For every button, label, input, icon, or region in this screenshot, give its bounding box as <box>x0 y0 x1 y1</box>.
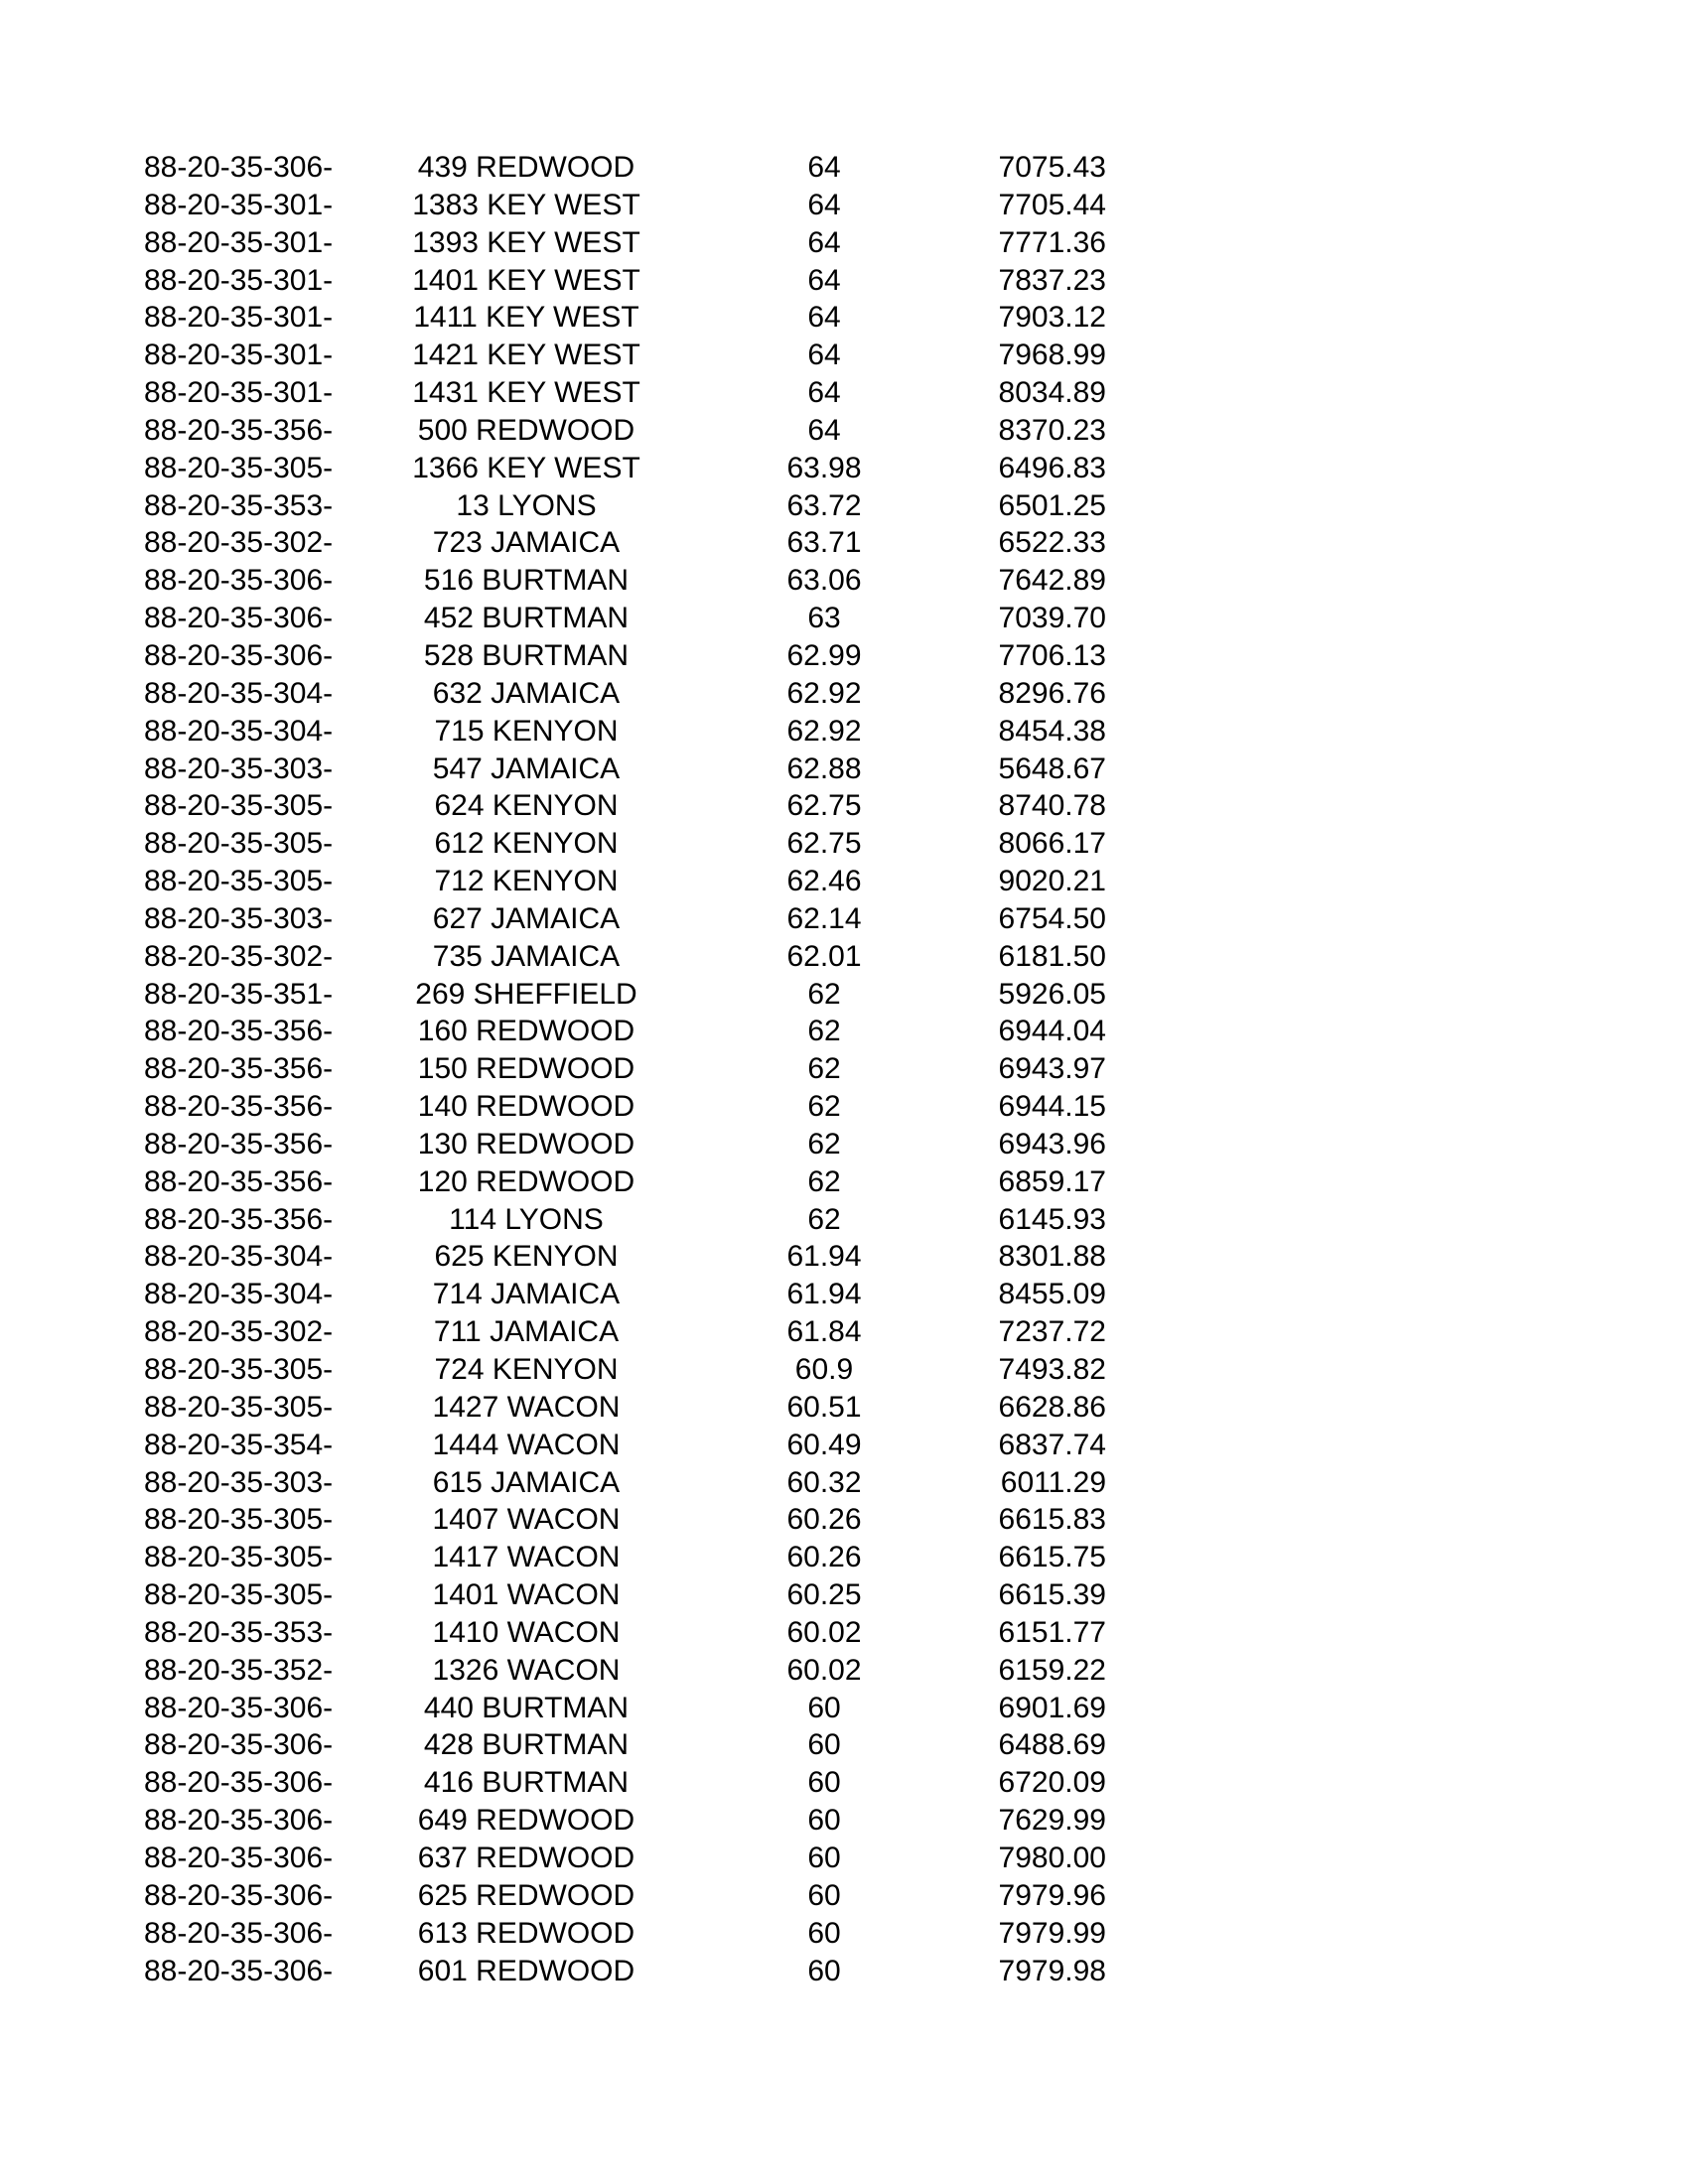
address-cell: 1444 WACON <box>432 1428 621 1461</box>
parcel-number-cell: 88-20-35-305- <box>144 1353 334 1386</box>
frontage-cell: 64 <box>807 263 841 297</box>
address-cell: 712 KENYON <box>434 865 619 898</box>
table-row <box>0 524 1688 562</box>
address-cell: 714 JAMAICA <box>432 1278 621 1311</box>
frontage-cell: 60 <box>807 1804 841 1838</box>
parcel-number-cell: 88-20-35-306- <box>144 1916 334 1950</box>
amount-cell: 6943.97 <box>998 1052 1106 1086</box>
frontage-cell: 62 <box>807 1015 841 1048</box>
frontage-cell: 62.14 <box>786 901 862 935</box>
frontage-cell: 60 <box>807 1954 841 1987</box>
table-row <box>0 450 1688 487</box>
address-cell: 1401 WACON <box>432 1578 621 1612</box>
table-row <box>0 1088 1688 1126</box>
parcel-number-cell: 88-20-35-356- <box>144 413 334 447</box>
frontage-cell: 60.9 <box>794 1353 854 1386</box>
amount-cell: 7237.72 <box>998 1315 1106 1349</box>
amount-cell: 7968.99 <box>998 339 1106 372</box>
frontage-cell: 62.99 <box>786 638 862 672</box>
frontage-cell: 60.51 <box>786 1390 862 1424</box>
amount-cell: 7903.12 <box>998 301 1106 335</box>
parcel-number-cell: 88-20-35-305- <box>144 827 334 861</box>
table-row <box>0 1953 1688 1990</box>
table-row <box>0 562 1688 600</box>
frontage-cell: 62.01 <box>786 939 862 973</box>
parcel-number-cell: 88-20-35-303- <box>144 1465 334 1499</box>
table-row <box>0 224 1688 262</box>
frontage-cell: 61.94 <box>786 1240 862 1274</box>
amount-cell: 6488.69 <box>998 1728 1106 1762</box>
parcel-number-cell: 88-20-35-303- <box>144 751 334 785</box>
table-row <box>0 825 1688 863</box>
parcel-number-cell: 88-20-35-306- <box>144 151 334 184</box>
address-cell: 735 JAMAICA <box>432 939 621 973</box>
frontage-cell: 60.26 <box>786 1541 862 1574</box>
address-cell: 615 JAMAICA <box>432 1465 621 1499</box>
table-row <box>0 675 1688 713</box>
parcel-number-cell: 88-20-35-301- <box>144 301 334 335</box>
parcel-number-cell: 88-20-35-304- <box>144 676 334 710</box>
frontage-cell: 62.75 <box>786 827 862 861</box>
amount-cell: 6181.50 <box>998 939 1106 973</box>
amount-cell: 9020.21 <box>998 865 1106 898</box>
parcel-number-cell: 88-20-35-306- <box>144 1841 334 1874</box>
table-row <box>0 938 1688 976</box>
parcel-number-cell: 88-20-35-302- <box>144 1315 334 1349</box>
address-cell: 120 REDWOOD <box>417 1164 635 1198</box>
amount-cell: 8370.23 <box>998 413 1106 447</box>
frontage-cell: 60.32 <box>786 1465 862 1499</box>
amount-cell: 6145.93 <box>998 1202 1106 1236</box>
address-cell: 150 REDWOOD <box>417 1052 635 1086</box>
parcel-number-cell: 88-20-35-301- <box>144 188 334 221</box>
address-cell: 649 REDWOOD <box>417 1804 635 1838</box>
frontage-cell: 61.94 <box>786 1278 862 1311</box>
parcel-number-cell: 88-20-35-305- <box>144 451 334 484</box>
parcel-table <box>0 149 1688 1989</box>
parcel-number-cell: 88-20-35-356- <box>144 1127 334 1160</box>
amount-cell: 6615.83 <box>998 1503 1106 1537</box>
table-row <box>0 1351 1688 1389</box>
table-row <box>0 1840 1688 1877</box>
amount-cell: 7979.99 <box>998 1916 1106 1950</box>
parcel-number-cell: 88-20-35-304- <box>144 714 334 748</box>
frontage-cell: 60.49 <box>786 1428 862 1461</box>
frontage-cell: 62 <box>807 1164 841 1198</box>
amount-cell: 5648.67 <box>998 751 1106 785</box>
amount-cell: 6944.04 <box>998 1015 1106 1048</box>
address-cell: 1407 WACON <box>432 1503 621 1537</box>
table-row <box>0 1877 1688 1915</box>
parcel-number-cell: 88-20-35-305- <box>144 1541 334 1574</box>
parcel-number-cell: 88-20-35-302- <box>144 526 334 560</box>
frontage-cell: 60.25 <box>786 1578 862 1612</box>
address-cell: 627 JAMAICA <box>432 901 621 935</box>
amount-cell: 5926.05 <box>998 977 1106 1011</box>
table-row <box>0 1163 1688 1201</box>
amount-cell: 6859.17 <box>998 1164 1106 1198</box>
address-cell: 160 REDWOOD <box>417 1015 635 1048</box>
table-row <box>0 751 1688 788</box>
table-row <box>0 412 1688 450</box>
parcel-number-cell: 88-20-35-353- <box>144 1615 334 1649</box>
frontage-cell: 60 <box>807 1728 841 1762</box>
address-cell: 1411 KEY WEST <box>413 301 639 335</box>
table-row <box>0 1726 1688 1764</box>
table-row <box>0 1050 1688 1088</box>
amount-cell: 7075.43 <box>998 151 1106 184</box>
frontage-cell: 63.72 <box>786 488 862 522</box>
table-row <box>0 1915 1688 1953</box>
parcel-number-cell: 88-20-35-301- <box>144 225 334 259</box>
parcel-number-cell: 88-20-35-353- <box>144 488 334 522</box>
table-row <box>0 1013 1688 1050</box>
address-cell: 13 LYONS <box>456 488 597 522</box>
table-row <box>0 637 1688 675</box>
address-cell: 711 JAMAICA <box>433 1315 620 1349</box>
address-cell: 612 KENYON <box>434 827 619 861</box>
table-row <box>0 1126 1688 1163</box>
frontage-cell: 64 <box>807 376 841 410</box>
address-cell: 625 REDWOOD <box>417 1878 635 1912</box>
amount-cell: 7706.13 <box>998 638 1106 672</box>
address-cell: 1410 WACON <box>432 1615 621 1649</box>
parcel-number-cell: 88-20-35-306- <box>144 564 334 598</box>
table-row <box>0 1276 1688 1313</box>
amount-cell: 6901.69 <box>998 1691 1106 1724</box>
frontage-cell: 64 <box>807 151 841 184</box>
parcel-number-cell: 88-20-35-301- <box>144 263 334 297</box>
address-cell: 269 SHEFFIELD <box>415 977 637 1011</box>
frontage-cell: 62.92 <box>786 676 862 710</box>
amount-cell: 6501.25 <box>998 488 1106 522</box>
address-cell: 1417 WACON <box>432 1541 621 1574</box>
address-cell: 440 BURTMAN <box>423 1691 630 1724</box>
address-cell: 439 REDWOOD <box>417 151 635 184</box>
parcel-number-cell: 88-20-35-302- <box>144 939 334 973</box>
table-row <box>0 1539 1688 1576</box>
parcel-number-cell: 88-20-35-304- <box>144 1240 334 1274</box>
frontage-cell: 62.75 <box>786 789 862 823</box>
amount-cell: 6615.75 <box>998 1541 1106 1574</box>
frontage-cell: 60 <box>807 1878 841 1912</box>
frontage-cell: 62.46 <box>786 865 862 898</box>
amount-cell: 6754.50 <box>998 901 1106 935</box>
address-cell: 601 REDWOOD <box>417 1954 635 1987</box>
frontage-cell: 62 <box>807 1052 841 1086</box>
table-row <box>0 900 1688 938</box>
address-cell: 625 KENYON <box>434 1240 619 1274</box>
amount-cell: 8740.78 <box>998 789 1106 823</box>
address-cell: 416 BURTMAN <box>423 1766 630 1800</box>
address-cell: 516 BURTMAN <box>423 564 630 598</box>
frontage-cell: 60.02 <box>786 1615 862 1649</box>
table-row <box>0 1614 1688 1652</box>
table-row <box>0 337 1688 374</box>
address-cell: 114 LYONS <box>449 1202 604 1236</box>
table-row <box>0 863 1688 900</box>
parcel-number-cell: 88-20-35-306- <box>144 1728 334 1762</box>
parcel-number-cell: 88-20-35-306- <box>144 638 334 672</box>
address-cell: 1427 WACON <box>432 1390 621 1424</box>
parcel-number-cell: 88-20-35-356- <box>144 1202 334 1236</box>
parcel-number-cell: 88-20-35-303- <box>144 901 334 935</box>
frontage-cell: 63.06 <box>786 564 862 598</box>
frontage-cell: 64 <box>807 225 841 259</box>
frontage-cell: 62 <box>807 1090 841 1124</box>
parcel-number-cell: 88-20-35-356- <box>144 1164 334 1198</box>
table-row <box>0 1501 1688 1539</box>
frontage-cell: 63.98 <box>786 451 862 484</box>
address-cell: 613 REDWOOD <box>417 1916 635 1950</box>
amount-cell: 8454.38 <box>998 714 1106 748</box>
parcel-number-cell: 88-20-35-356- <box>144 1015 334 1048</box>
table-row <box>0 1389 1688 1427</box>
parcel-number-cell: 88-20-35-354- <box>144 1428 334 1461</box>
parcel-number-cell: 88-20-35-305- <box>144 865 334 898</box>
amount-cell: 8455.09 <box>998 1278 1106 1311</box>
address-cell: 1431 KEY WEST <box>412 376 640 410</box>
frontage-cell: 62 <box>807 1202 841 1236</box>
parcel-number-cell: 88-20-35-306- <box>144 1691 334 1724</box>
parcel-number-cell: 88-20-35-301- <box>144 339 334 372</box>
amount-cell: 6011.29 <box>1000 1465 1106 1499</box>
frontage-cell: 64 <box>807 339 841 372</box>
address-cell: 1393 KEY WEST <box>412 225 640 259</box>
frontage-cell: 60.02 <box>786 1653 862 1687</box>
amount-cell: 7980.00 <box>998 1841 1106 1874</box>
address-cell: 500 REDWOOD <box>417 413 635 447</box>
frontage-cell: 62.88 <box>786 751 862 785</box>
table-row <box>0 1427 1688 1464</box>
frontage-cell: 60 <box>807 1691 841 1724</box>
parcel-number-cell: 88-20-35-306- <box>144 1766 334 1800</box>
parcel-number-cell: 88-20-35-306- <box>144 602 334 635</box>
parcel-number-cell: 88-20-35-306- <box>144 1804 334 1838</box>
frontage-cell: 62.92 <box>786 714 862 748</box>
address-cell: 723 JAMAICA <box>432 526 621 560</box>
table-row <box>0 976 1688 1014</box>
amount-cell: 7979.96 <box>998 1878 1106 1912</box>
amount-cell: 7493.82 <box>998 1353 1106 1386</box>
parcel-number-cell: 88-20-35-305- <box>144 1390 334 1424</box>
amount-cell: 8066.17 <box>998 827 1106 861</box>
amount-cell: 6720.09 <box>998 1766 1106 1800</box>
parcel-number-cell: 88-20-35-306- <box>144 1954 334 1987</box>
amount-cell: 8301.88 <box>998 1240 1106 1274</box>
amount-cell: 6943.96 <box>998 1127 1106 1160</box>
address-cell: 632 JAMAICA <box>432 676 621 710</box>
address-cell: 547 JAMAICA <box>432 751 621 785</box>
amount-cell: 6615.39 <box>998 1578 1106 1612</box>
parcel-number-cell: 88-20-35-351- <box>144 977 334 1011</box>
amount-cell: 7979.98 <box>998 1954 1106 1987</box>
amount-cell: 8034.89 <box>998 376 1106 410</box>
parcel-number-cell: 88-20-35-304- <box>144 1278 334 1311</box>
amount-cell: 6837.74 <box>998 1428 1106 1461</box>
table-row <box>0 713 1688 751</box>
address-cell: 1366 KEY WEST <box>412 451 640 484</box>
amount-cell: 7771.36 <box>998 225 1106 259</box>
table-row <box>0 487 1688 525</box>
amount-cell: 7837.23 <box>998 263 1106 297</box>
address-cell: 1401 KEY WEST <box>412 263 640 297</box>
address-cell: 528 BURTMAN <box>423 638 630 672</box>
frontage-cell: 60.26 <box>786 1503 862 1537</box>
amount-cell: 6159.22 <box>998 1653 1106 1687</box>
table-row <box>0 299 1688 337</box>
parcel-number-cell: 88-20-35-305- <box>144 1578 334 1612</box>
amount-cell: 7705.44 <box>998 188 1106 221</box>
address-cell: 637 REDWOOD <box>417 1841 635 1874</box>
amount-cell: 6522.33 <box>998 526 1106 560</box>
address-cell: 1326 WACON <box>432 1653 621 1687</box>
frontage-cell: 60 <box>807 1841 841 1874</box>
table-row <box>0 374 1688 412</box>
parcel-number-cell: 88-20-35-306- <box>144 1878 334 1912</box>
amount-cell: 6628.86 <box>998 1390 1106 1424</box>
table-row <box>0 1764 1688 1802</box>
parcel-number-cell: 88-20-35-356- <box>144 1052 334 1086</box>
frontage-cell: 63 <box>807 602 841 635</box>
parcel-number-cell: 88-20-35-305- <box>144 789 334 823</box>
address-cell: 1383 KEY WEST <box>412 188 640 221</box>
parcel-number-cell: 88-20-35-352- <box>144 1653 334 1687</box>
table-row <box>0 1652 1688 1690</box>
parcel-number-cell: 88-20-35-305- <box>144 1503 334 1537</box>
address-cell: 140 REDWOOD <box>417 1090 635 1124</box>
frontage-cell: 63.71 <box>786 526 862 560</box>
address-cell: 452 BURTMAN <box>423 602 630 635</box>
table-row <box>0 600 1688 637</box>
table-row <box>0 1690 1688 1727</box>
frontage-cell: 60 <box>807 1916 841 1950</box>
table-row <box>0 262 1688 300</box>
frontage-cell: 64 <box>807 301 841 335</box>
frontage-cell: 64 <box>807 188 841 221</box>
amount-cell: 6496.83 <box>998 451 1106 484</box>
table-row <box>0 187 1688 224</box>
amount-cell: 7629.99 <box>998 1804 1106 1838</box>
frontage-cell: 61.84 <box>786 1315 862 1349</box>
table-row <box>0 1464 1688 1502</box>
parcel-number-cell: 88-20-35-301- <box>144 376 334 410</box>
address-cell: 724 KENYON <box>434 1353 619 1386</box>
address-cell: 715 KENYON <box>434 714 619 748</box>
address-cell: 130 REDWOOD <box>417 1127 635 1160</box>
frontage-cell: 64 <box>807 413 841 447</box>
address-cell: 624 KENYON <box>434 789 619 823</box>
frontage-cell: 60 <box>807 1766 841 1800</box>
table-row <box>0 1313 1688 1351</box>
frontage-cell: 62 <box>807 1127 841 1160</box>
frontage-cell: 62 <box>807 977 841 1011</box>
table-row <box>0 1802 1688 1840</box>
address-cell: 1421 KEY WEST <box>412 339 640 372</box>
amount-cell: 8296.76 <box>998 676 1106 710</box>
amount-cell: 7642.89 <box>998 564 1106 598</box>
address-cell: 428 BURTMAN <box>423 1728 630 1762</box>
amount-cell: 6944.15 <box>998 1090 1106 1124</box>
parcel-number-cell: 88-20-35-356- <box>144 1090 334 1124</box>
table-row <box>0 1238 1688 1276</box>
amount-cell: 6151.77 <box>998 1615 1106 1649</box>
table-row <box>0 787 1688 825</box>
table-row <box>0 1201 1688 1239</box>
table-row <box>0 1576 1688 1614</box>
amount-cell: 7039.70 <box>998 602 1106 635</box>
table-row <box>0 149 1688 187</box>
